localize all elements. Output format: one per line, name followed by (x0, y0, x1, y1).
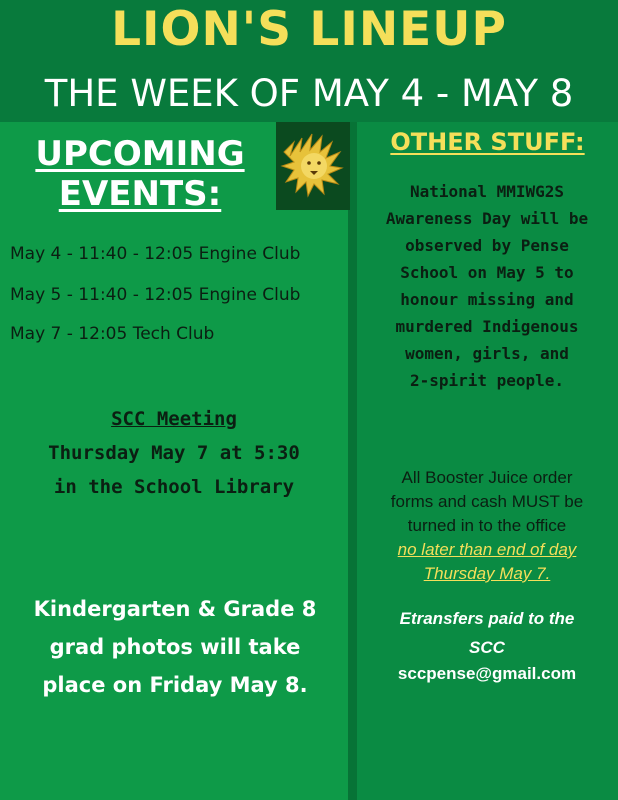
mmiw-line: 2-spirit people. (409, 371, 565, 390)
lion-head-icon (276, 122, 350, 210)
mmiw-line: National MMIWG2S (409, 182, 565, 201)
etransfer-line: Etransfers paid to the (399, 609, 575, 628)
week-subtitle: THE WEEK OF MAY 4 - MAY 8 (44, 72, 574, 115)
other-stuff-heading: OTHER STUFF: (390, 128, 585, 156)
etransfer-notice (362, 604, 612, 662)
mmiw-line: observed by Pense (405, 236, 569, 255)
events-heading-line1: UPCOMING (35, 134, 245, 174)
scc-meeting-date: Thursday May 7 at 5:30 (48, 442, 300, 464)
events-heading-line2: EVENTS: (58, 174, 222, 214)
scc-meeting-title: SCC Meeting (111, 408, 237, 430)
lion-logo-icon (276, 122, 350, 210)
mmiw-line: murdered Indigenous (395, 317, 579, 336)
booster-line: turned in to the office (407, 516, 567, 535)
booster-deadline-date: Thursday May 7. (423, 564, 551, 583)
header-banner (0, 0, 618, 122)
booster-line: forms and cash MUST be (390, 492, 584, 511)
event-item: May 5 - 11:40 - 12:05 Engine Club (10, 285, 301, 305)
mmiw-notice (362, 178, 612, 394)
event-item: May 7 - 12:05 Tech Club (10, 324, 215, 344)
grad-line: Kindergarten & Grade 8 (33, 597, 317, 621)
scc-meeting-location: in the School Library (53, 476, 295, 498)
etransfer-line: SCC (469, 638, 505, 657)
column-divider (348, 122, 357, 800)
mmiw-line: honour missing and (400, 290, 574, 309)
event-item: May 4 - 11:40 - 12:05 Engine Club (10, 244, 301, 264)
upcoming-events-heading (10, 134, 270, 214)
mmiw-line: School on May 5 to (400, 263, 574, 282)
scc-email: sccpense@gmail.com (397, 664, 577, 683)
grad-photos-block (10, 590, 340, 704)
mmiw-line: Awareness Day will be (385, 209, 589, 228)
flyer-title: LION'S LINEUP (111, 2, 507, 57)
grad-line: place on Friday May 8. (42, 673, 308, 697)
scc-meeting-block (0, 402, 348, 504)
booster-juice-notice (362, 466, 612, 586)
mmiw-line: women, girls, and (405, 344, 569, 363)
booster-deadline: no later than end of day (397, 540, 577, 559)
grad-line: grad photos will take (49, 635, 301, 659)
booster-line: All Booster Juice order (401, 468, 573, 487)
